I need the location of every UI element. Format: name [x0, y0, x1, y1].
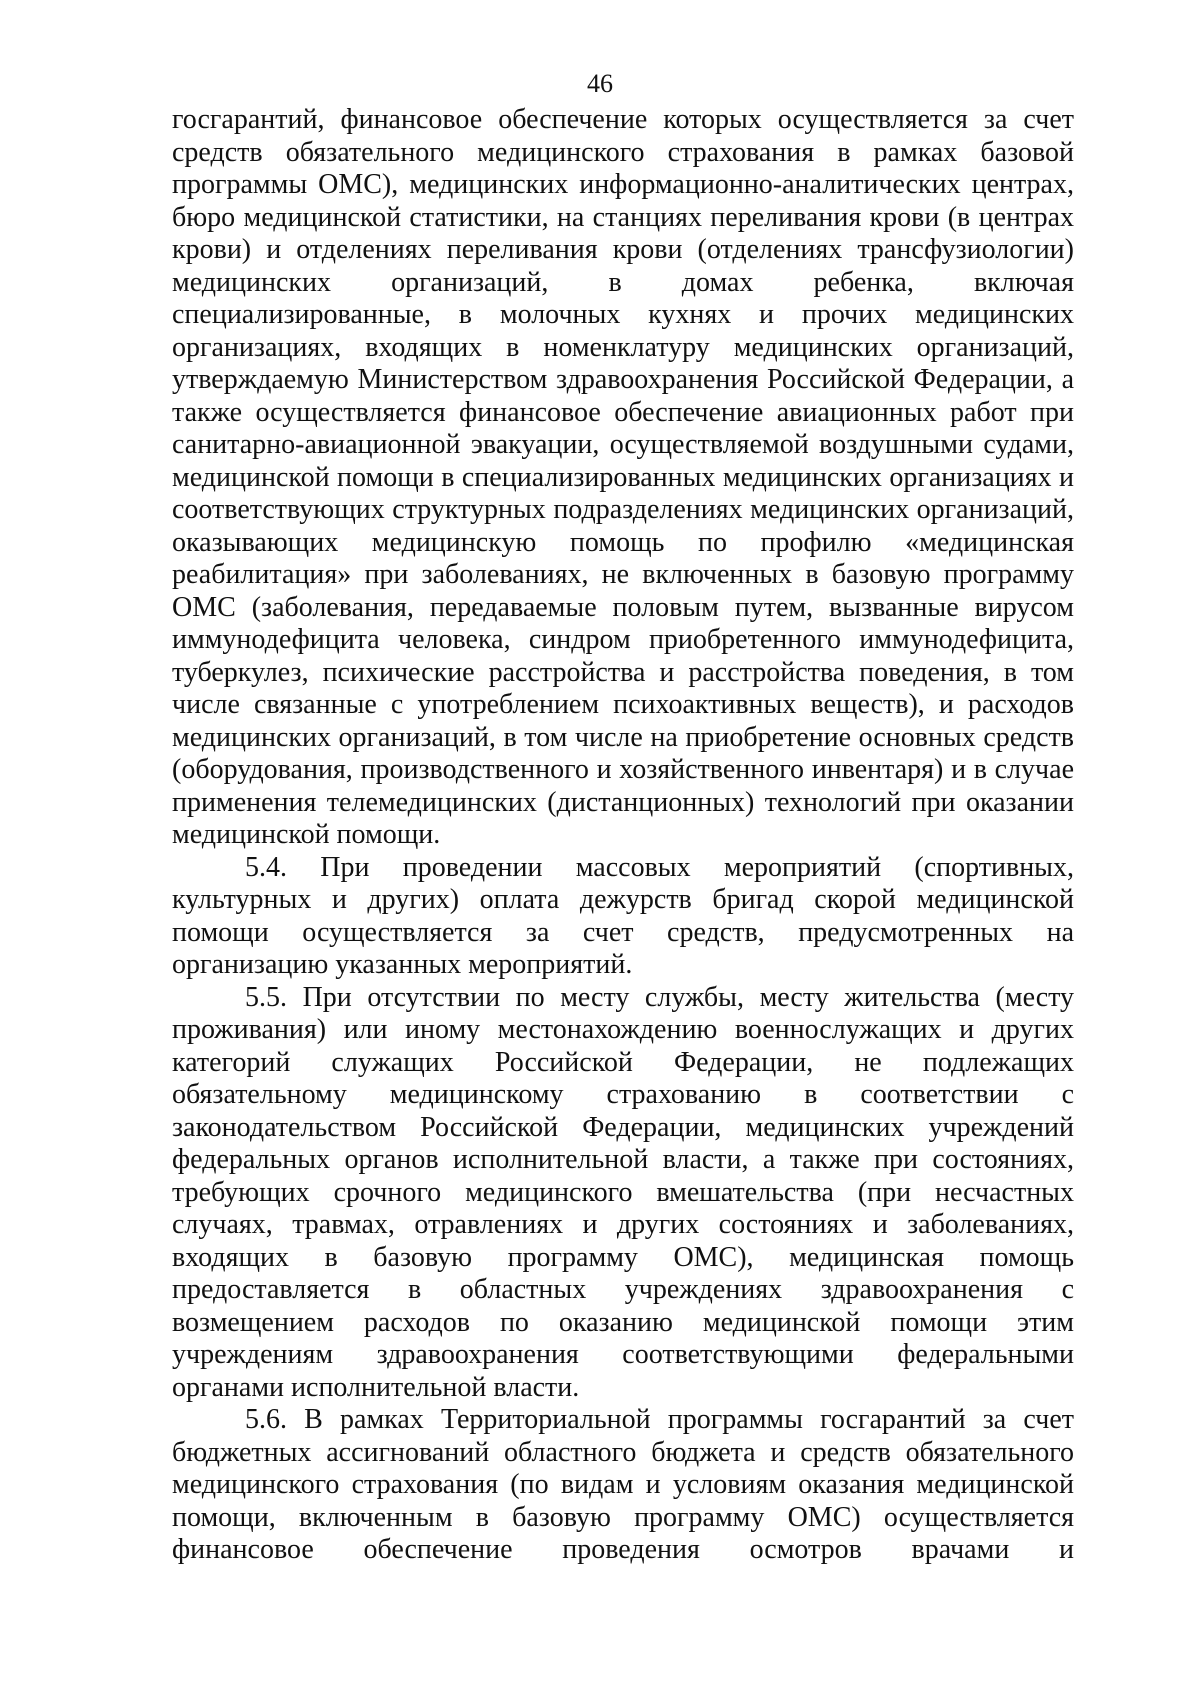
paragraph-continuation: госгарантий, финансовое обеспечение которых осуществляется за счет средств обязательного медицинского страхования в рамках базовой программы ОМС), медицинских информационно-аналитических центрах, бюро медицинской статистики, на станциях переливания крови (в центрах крови) и отделениях переливания крови (отделениях трансфузиологии) медицинских организаций, в домах ребенка, включая специализированные, в молочных кухнях и прочих медицинских организациях, входящих в номенклатуру медицинских организаций, утверждаемую Министерством здравоохранения Российской Федерации, а также осуществляется финансовое обеспечение авиационных работ при санитарно-авиационной эвакуации, осуществляемой воздушными судами, медицинской помощи в специализированных медицинских организациях и соответствующих структурных подразделениях медицинских организаций, оказывающих медицинскую помощь по профилю «медицинская реабилитация» при заболеваниях, не включенных в базовую программу ОМС (заболевания, передаваемые половым путем, вызванные вирусом иммунодефицита человека, синдром приобретенного иммунодефицита, туберкулез, психические расстройства и расстройства поведения, в том числе связанные с употреблением психоактивных веществ), и расходов медицинских организаций, в том числе на приобретение основных средств (оборудования, производственного и хозяйственного инвентаря) и в случае применения телемедицинских (дистанционных) технологий при оказании медицинской помощи. — [172, 104, 1074, 850]
document-body — [172, 104, 1074, 1567]
paragraph-5-6: 5.6. В рамках Территориальной программы госгарантий за счет бюджетных ассигнований областного бюджета и средств обязательного медицинского страхования (по видам и условиям оказания медицинской помощи, включенным в базовую программу ОМС) осуществляется финансовое обеспечение проведения осмотров врачами и — [172, 1404, 1074, 1565]
paragraph-5-4: 5.4. При проведении массовых мероприятий (спортивных, культурных и других) оплата дежурств бригад скорой медицинской помощи осуществляется за счет средств, предусмотренных на организацию указанных мероприятий. — [172, 851, 1074, 980]
page-number: 46 — [587, 69, 613, 98]
paragraph-5-5: 5.5. При отсутствии по месту службы, месту жительства (месту проживания) или иному местонахождению военнослужащих и других категорий служащих Российской Федерации, не подлежащих обязательному медицинскому страхованию в соответствии с законодательством Российской Федерации, медицинских учреждений федеральных органов исполнительной власти, а также при состояниях, требующих срочного медицинского вмешательства (при несчастных случаях, травмах, отравлениях и других состояниях и заболеваниях, входящих в базовую программу ОМС), медицинская помощь предоставляется в областных учреждениях здравоохранения с возмещением расходов по оказанию медицинской помощи этим учреждениям здравоохранения соответствующими федеральными органами исполнительной власти. — [172, 981, 1074, 1403]
